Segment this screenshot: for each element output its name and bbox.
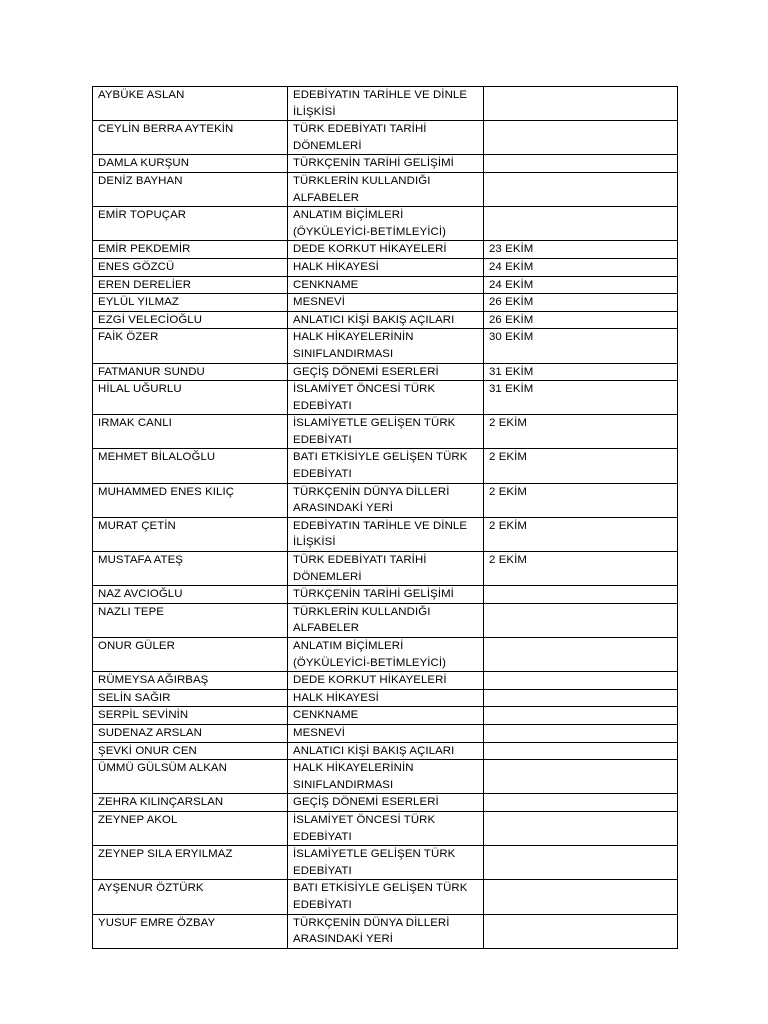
table-row [93,724,678,742]
assignment-table-body [93,87,678,949]
topic-cell: GEÇİŞ DÖNEMİ ESERLERİ [288,794,484,812]
date-cell [484,724,678,742]
table-row [93,742,678,760]
student-name-cell: DAMLA KURŞUN [93,155,288,173]
topic-cell: EDEBİYATIN TARİHLE VE DİNLE İLİŞKİSİ [288,517,484,551]
date-cell: 2 EKİM [484,483,678,517]
student-name-cell: EREN DERELİER [93,276,288,294]
topic-cell: CENKNAME [288,707,484,725]
table-row [93,760,678,794]
student-name-cell: CEYLİN BERRA AYTEKİN [93,121,288,155]
topic-cell: ANLATIM BİÇİMLERİ (ÖYKÜLEYİCİ-BETİMLEYİCİ) [288,207,484,241]
date-cell [484,760,678,794]
date-cell: 26 EKİM [484,311,678,329]
table-row [93,707,678,725]
topic-cell: İSLAMİYETLE GELİŞEN TÜRK EDEBİYATI [288,415,484,449]
student-name-cell: AYBÜKE ASLAN [93,87,288,121]
topic-cell: MESNEVİ [288,724,484,742]
topic-cell: GEÇİŞ DÖNEMİ ESERLERİ [288,363,484,381]
topic-cell: İSLAMİYET ÖNCESİ TÜRK EDEBİYATI [288,381,484,415]
topic-cell: TÜRK EDEBİYATI TARİHİ DÖNEMLERİ [288,552,484,586]
student-name-cell: ENES GÖZCÜ [93,258,288,276]
table-row [93,87,678,121]
student-name-cell: FATMANUR SUNDU [93,363,288,381]
topic-cell: EDEBİYATIN TARİHLE VE DİNLE İLİŞKİSİ [288,87,484,121]
topic-cell: İSLAMİYETLE GELİŞEN TÜRK EDEBİYATI [288,846,484,880]
table-row [93,914,678,948]
student-name-cell: ZEYNEP SILA ERYILMAZ [93,846,288,880]
date-cell [484,603,678,637]
date-cell [484,586,678,604]
table-row [93,449,678,483]
topic-cell: BATI ETKİSİYLE GELİŞEN TÜRK EDEBİYATI [288,449,484,483]
student-name-cell: ZEYNEP AKOL [93,811,288,845]
table-row [93,483,678,517]
table-row [93,294,678,312]
date-cell [484,880,678,914]
date-cell [484,914,678,948]
student-name-cell: MEHMET BİLALOĞLU [93,449,288,483]
table-row [93,207,678,241]
date-cell [484,87,678,121]
topic-cell: BATI ETKİSİYLE GELİŞEN TÜRK EDEBİYATI [288,880,484,914]
student-name-cell: AYŞENUR ÖZTÜRK [93,880,288,914]
table-row [93,846,678,880]
date-cell: 31 EKİM [484,381,678,415]
student-name-cell: MURAT ÇETİN [93,517,288,551]
table-row [93,586,678,604]
date-cell: 23 EKİM [484,241,678,259]
date-cell: 24 EKİM [484,276,678,294]
date-cell: 2 EKİM [484,415,678,449]
date-cell [484,672,678,690]
topic-cell: TÜRKÇENİN DÜNYA DİLLERİ ARASINDAKİ YERİ [288,483,484,517]
table-row [93,276,678,294]
student-name-cell: EZGİ VELECİOĞLU [93,311,288,329]
table-row [93,381,678,415]
table-row [93,517,678,551]
student-name-cell: NAZLI TEPE [93,603,288,637]
student-name-cell: EMİR TOPUÇAR [93,207,288,241]
student-name-cell: ONUR GÜLER [93,638,288,672]
table-row [93,329,678,363]
topic-cell: İSLAMİYET ÖNCESİ TÜRK EDEBİYATI [288,811,484,845]
topic-cell: TÜRKLERİN KULLANDIĞI ALFABELER [288,172,484,206]
table-row [93,672,678,690]
date-cell: 2 EKİM [484,449,678,483]
table-row [93,811,678,845]
student-name-cell: MUHAMMED ENES KILIÇ [93,483,288,517]
topic-cell: DEDE KORKUT HİKAYELERİ [288,241,484,259]
topic-cell: TÜRKÇENİN TARİHİ GELİŞİMİ [288,155,484,173]
table-row [93,603,678,637]
date-cell [484,794,678,812]
date-cell: 24 EKİM [484,258,678,276]
date-cell: 26 EKİM [484,294,678,312]
topic-cell: HALK HİKAYESİ [288,689,484,707]
date-cell [484,121,678,155]
table-row [93,689,678,707]
date-cell [484,638,678,672]
student-name-cell: RÜMEYSA AĞIRBAŞ [93,672,288,690]
student-name-cell: SERPİL SEVİNİN [93,707,288,725]
table-row [93,155,678,173]
table-row [93,638,678,672]
date-cell [484,172,678,206]
assignment-table [92,86,678,949]
topic-cell: HALK HİKAYELERİNİN SINIFLANDIRMASI [288,329,484,363]
table-row [93,311,678,329]
table-row [93,258,678,276]
student-name-cell: EYLÜL YILMAZ [93,294,288,312]
topic-cell: TÜRKLERİN KULLANDIĞI ALFABELER [288,603,484,637]
student-name-cell: ZEHRA KILINÇARSLAN [93,794,288,812]
date-cell [484,207,678,241]
date-cell: 31 EKİM [484,363,678,381]
date-cell [484,742,678,760]
student-name-cell: SUDENAZ ARSLAN [93,724,288,742]
table-row [93,794,678,812]
student-name-cell: HİLAL UĞURLU [93,381,288,415]
topic-cell: CENKNAME [288,276,484,294]
student-name-cell: EMİR PEKDEMİR [93,241,288,259]
topic-cell: ANLATIM BİÇİMLERİ (ÖYKÜLEYİCİ-BETİMLEYİCİ) [288,638,484,672]
student-name-cell: SELİN SAĞIR [93,689,288,707]
topic-cell: HALK HİKAYESİ [288,258,484,276]
table-row [93,241,678,259]
table-row [93,172,678,206]
student-name-cell: FAİK ÖZER [93,329,288,363]
date-cell: 30 EKİM [484,329,678,363]
table-row [93,363,678,381]
date-cell [484,155,678,173]
date-cell: 2 EKİM [484,552,678,586]
student-name-cell: NAZ AVCIOĞLU [93,586,288,604]
topic-cell: TÜRK EDEBİYATI TARİHİ DÖNEMLERİ [288,121,484,155]
topic-cell: TÜRKÇENİN TARİHİ GELİŞİMİ [288,586,484,604]
date-cell [484,689,678,707]
table-row [93,552,678,586]
table-row [93,121,678,155]
table-row [93,880,678,914]
topic-cell: ANLATICI KİŞİ BAKIŞ AÇILARI [288,311,484,329]
topic-cell: MESNEVİ [288,294,484,312]
date-cell: 2 EKİM [484,517,678,551]
topic-cell: TÜRKÇENİN DÜNYA DİLLERİ ARASINDAKİ YERİ [288,914,484,948]
topic-cell: DEDE KORKUT HİKAYELERİ [288,672,484,690]
student-name-cell: ŞEVKİ ONUR CEN [93,742,288,760]
table-row [93,415,678,449]
topic-cell: ANLATICI KİŞİ BAKIŞ AÇILARI [288,742,484,760]
student-name-cell: ÜMMÜ GÜLSÜM ALKAN [93,760,288,794]
date-cell [484,811,678,845]
student-name-cell: IRMAK CANLI [93,415,288,449]
student-name-cell: MUSTAFA ATEŞ [93,552,288,586]
student-name-cell: DENİZ BAYHAN [93,172,288,206]
topic-cell: HALK HİKAYELERİNİN SINIFLANDIRMASI [288,760,484,794]
student-name-cell: YUSUF EMRE ÖZBAY [93,914,288,948]
date-cell [484,846,678,880]
date-cell [484,707,678,725]
